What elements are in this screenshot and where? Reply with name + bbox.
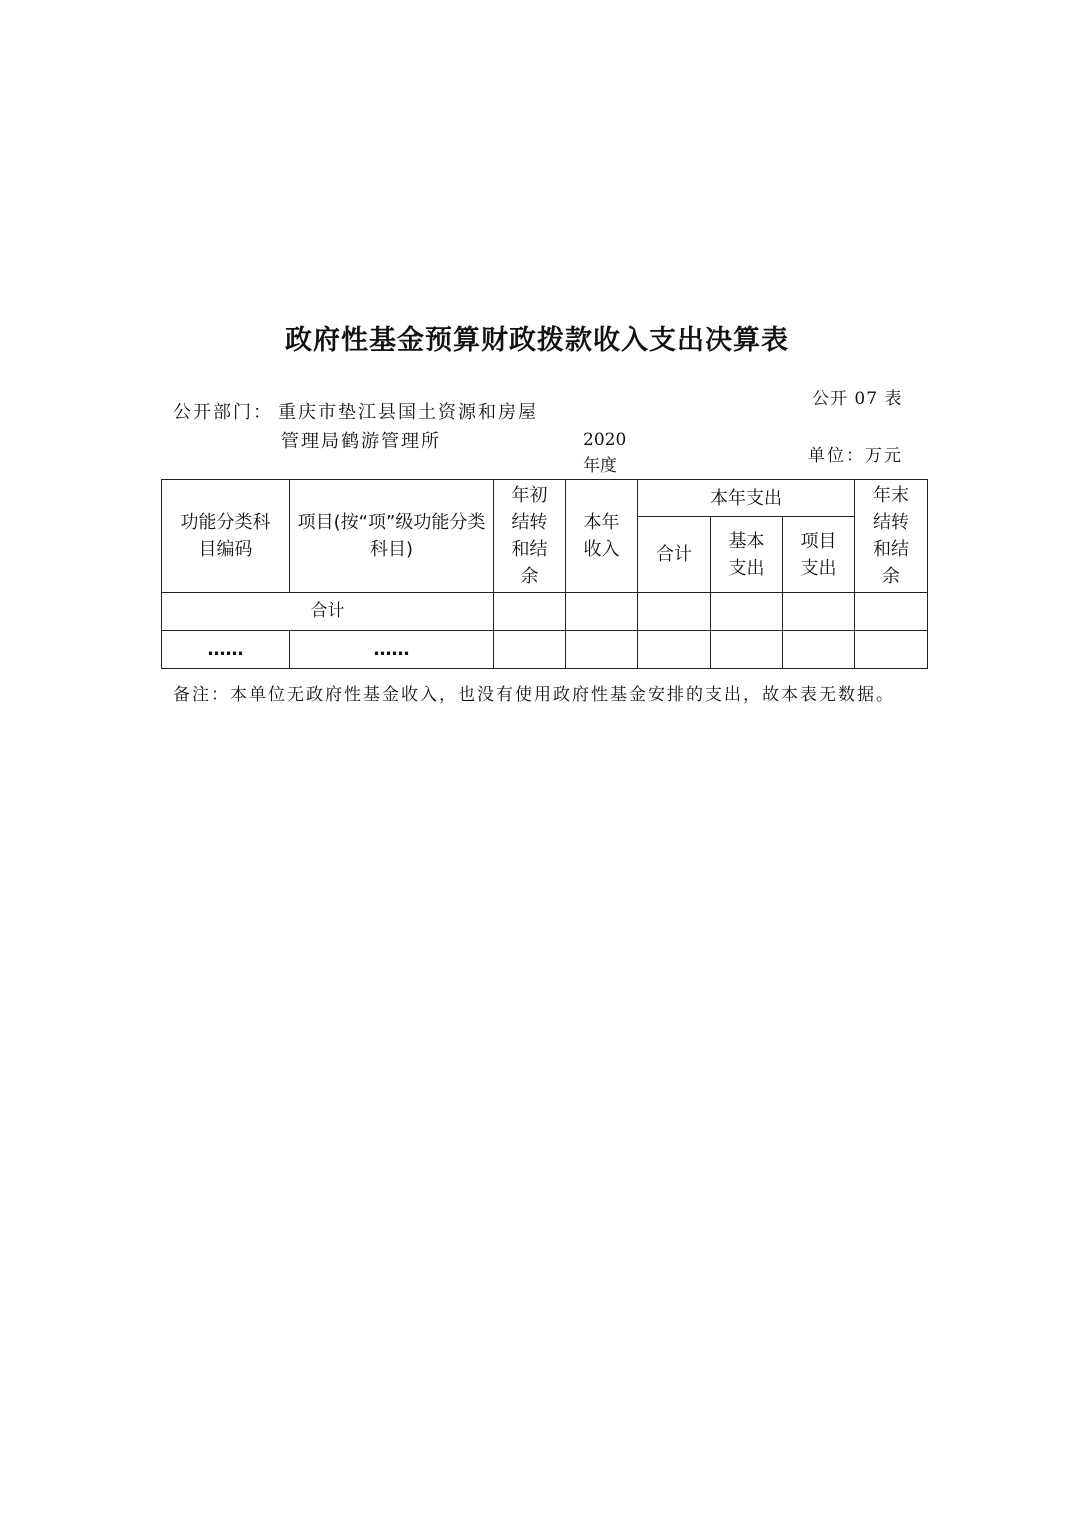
header-expense-basic-text: 基本支出 (728, 530, 765, 579)
department-name-line1: 重庆市垫江县国土资源和房屋 (278, 402, 538, 423)
fiscal-year-suffix: 年度 (583, 456, 617, 476)
form-number: 公开 07 表 (812, 389, 903, 409)
row-expense-project (783, 631, 855, 669)
header-begin-balance-text: 年初结转和结余 (511, 485, 548, 587)
row-begin-balance (494, 631, 566, 669)
header-expense-project-text: 项目支出 (800, 530, 837, 579)
footnote: 备注：本单位无政府性基金收入，也没有使用政府性基金安排的支出，故本表无数据。 (173, 685, 895, 705)
header-end-balance-text: 年末结转和结余 (873, 485, 910, 587)
budget-table (161, 479, 928, 669)
row-expense-total (638, 631, 711, 669)
total-expense-basic (711, 593, 783, 631)
fiscal-year (583, 427, 631, 479)
header-begin-balance (494, 480, 566, 593)
row-code: …… (162, 631, 290, 669)
total-expense-total (638, 593, 711, 631)
header-income (566, 480, 638, 593)
row-income (566, 631, 638, 669)
row-expense-basic (711, 631, 783, 669)
page-title: 政府性基金预算财政拨款收入支出决算表 (285, 325, 789, 356)
unit-label: 单位：万元 (808, 446, 903, 466)
total-end-balance (855, 593, 928, 631)
header-expense-total: 合计 (638, 517, 711, 593)
total-label: 合计 (162, 593, 494, 631)
header-code (162, 480, 290, 593)
header-item-text: 项目(按“项”级功能分类科目) (297, 512, 486, 560)
row-end-balance (855, 631, 928, 669)
total-income (566, 593, 638, 631)
department-label: 公开部门： (173, 402, 273, 423)
header-expense-project (783, 517, 855, 593)
row-item: …… (290, 631, 494, 669)
header-expense-basic (711, 517, 783, 593)
header-code-text: 功能分类科目编码 (180, 512, 271, 560)
total-begin-balance (494, 593, 566, 631)
department-name-line2: 管理局鹤游管理所 (281, 431, 441, 452)
total-expense-project (783, 593, 855, 631)
table-row (162, 631, 928, 669)
fiscal-year-value: 2020 (583, 430, 627, 450)
header-item (290, 480, 494, 593)
total-row (162, 593, 928, 631)
header-end-balance (855, 480, 928, 593)
header-income-text: 本年收入 (583, 512, 620, 560)
header-expense-group: 本年支出 (638, 480, 855, 517)
